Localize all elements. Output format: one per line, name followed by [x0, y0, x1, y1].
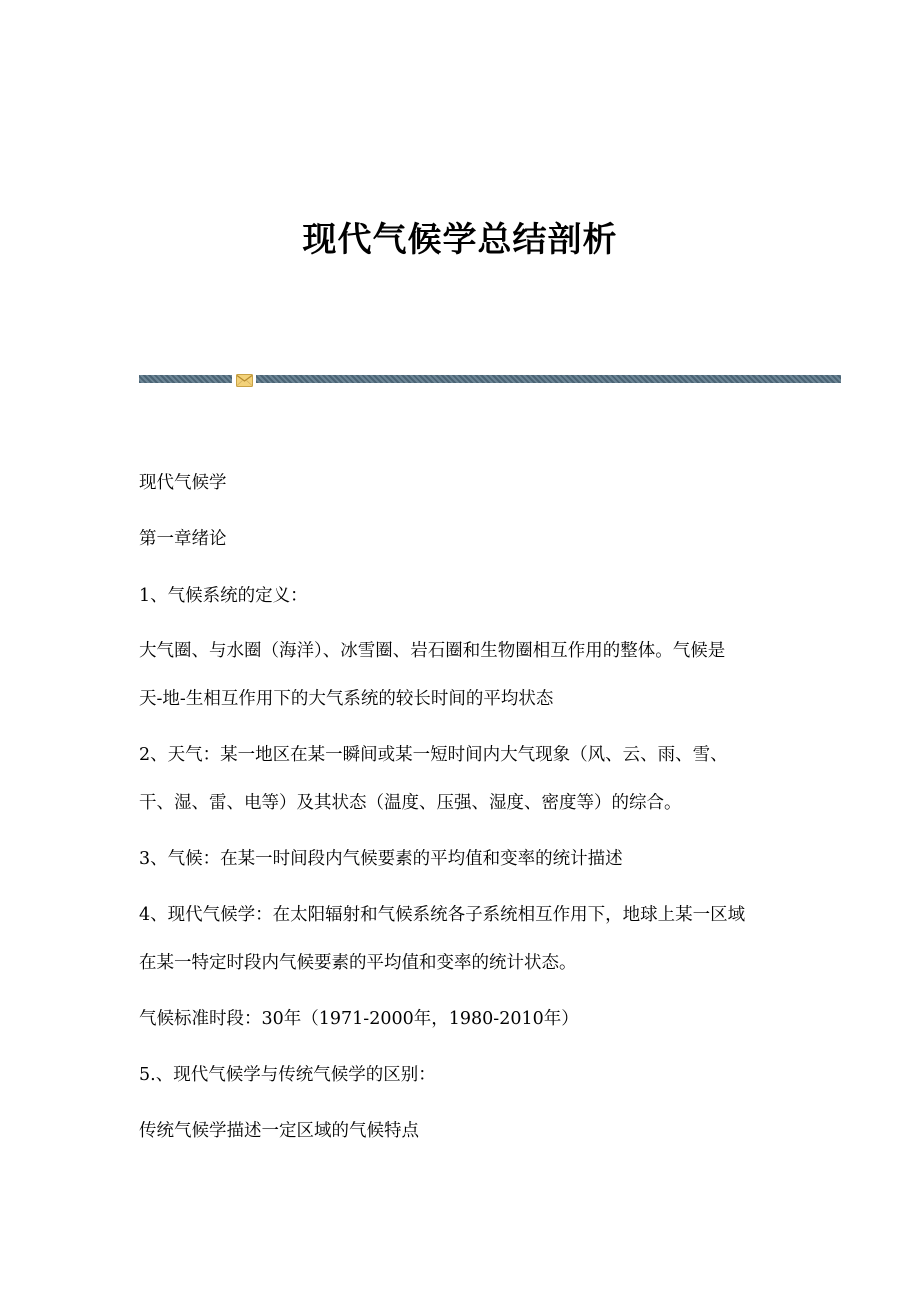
paragraph-line: 5.、现代气候学与传统气候学的区别： [139, 1065, 436, 1085]
divider-bar-left [139, 375, 232, 383]
section-heading-1: 1、气候系统的定义： [139, 586, 308, 606]
doc-heading: 现代气候学 [139, 473, 227, 493]
paragraph-line: 干、湿、雷、电等）及其状态（温度、压强、湿度、密度等）的综合。 [139, 793, 682, 813]
paragraph-line: 4、现代气候学：在太阳辐射和气候系统各子系统相互作用下，地球上某一区域 [139, 905, 746, 925]
title-divider [139, 375, 841, 383]
paragraph-line: 2、天气：某一地区在某一瞬间或某一短时间内大气现象（风、云、雨、雪、 [139, 745, 728, 765]
paragraph-line: 天-地-生相互作用下的大气系统的较长时间的平均状态 [139, 689, 554, 709]
paragraph-line: 传统气候学描述一定区域的气候特点 [139, 1121, 419, 1141]
document-title: 现代气候学总结剖析 [302, 220, 618, 260]
paragraph-line: 大气圈、与水圈（海洋）、冰雪圈、岩石圈和生物圈相互作用的整体。气候是 [139, 641, 726, 661]
paragraph-line: 3、气候：在某一时间段内气候要素的平均值和变率的统计描述 [139, 849, 623, 869]
chapter-heading: 第一章绪论 [139, 529, 227, 549]
divider-bar-right [256, 375, 841, 383]
envelope-icon [236, 372, 253, 385]
paragraph-line: 气候标准时段：30年（1971-2000年，1980-2010年） [139, 1009, 579, 1029]
paragraph-line: 在某一特定时段内气候要素的平均值和变率的统计状态。 [139, 953, 577, 973]
